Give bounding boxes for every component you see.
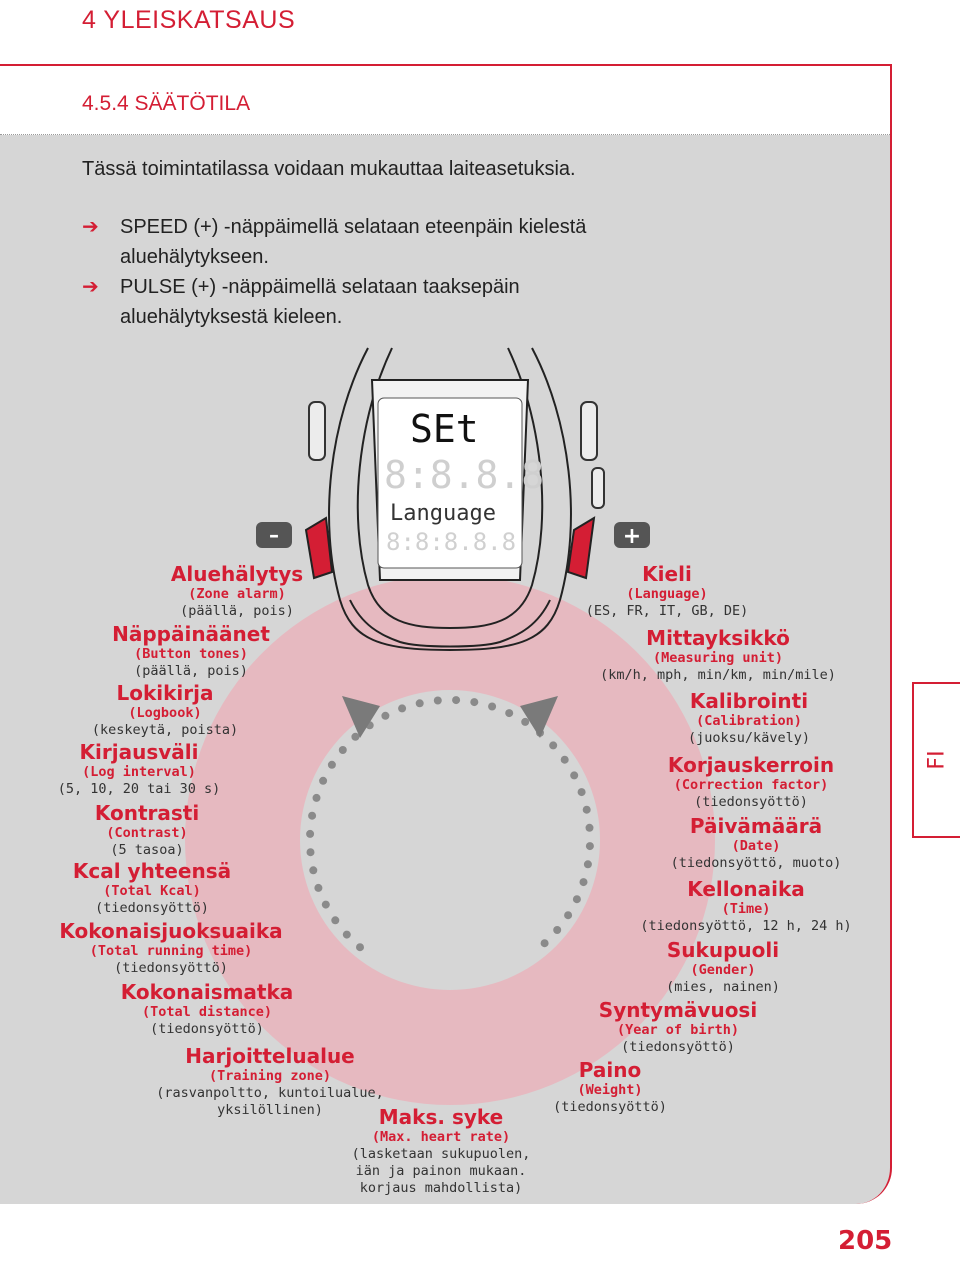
cycle-dot [541,939,549,947]
item-english: (Weight) [577,1082,643,1098]
item-options: (tiedonsyöttö) [621,1039,735,1055]
cycle-dot [452,696,460,704]
item-name: Kirjausväli [79,740,199,764]
menu-item-total-running-time [59,920,282,977]
item-english: (Language) [626,586,708,602]
item-english: (Contrast) [106,825,188,841]
cycle-dot [584,860,592,868]
item-english: (Total distance) [141,1004,273,1020]
item-name: Mittayksikkö [646,626,790,650]
page-number: 205 [838,1226,893,1256]
item-options-cont: korjaus mahdollista) [359,1180,523,1196]
cycle-dot [586,842,594,850]
menu-item-training-zone [156,1045,384,1119]
item-english: (Measuring unit) [652,650,784,666]
cycle-dot [356,943,364,951]
display-top: SEt [410,407,479,451]
cycle-dot [309,866,317,874]
language-tab-label: FI [924,750,950,770]
menu-item-gender [666,939,780,996]
item-options: (5, 10, 20 tai 30 s) [57,781,221,797]
menu-item-contrast [95,802,199,859]
item-name: Kieli [642,562,692,586]
item-options: (tiedonsyöttö) [114,960,228,976]
item-english: (Time) [721,901,771,917]
item-english: (Logbook) [128,705,202,721]
pulse-button [306,518,332,578]
display-ghost-bottom: 8:8:8.8.8 [386,528,517,556]
item-options: (5 tasoa) [110,842,184,858]
cycle-dot [331,916,339,924]
item-options: (ES, FR, IT, GB, DE) [585,603,749,619]
menu-item-log-interval [58,741,221,798]
cycle-dot [313,794,321,802]
item-english: (Max. heart rate) [371,1129,511,1145]
item-english: (Correction factor) [673,777,829,793]
side-button-upper-right [581,402,597,460]
item-options: (juoksu/kävely) [688,730,810,746]
plus-icon: + [622,524,642,549]
item-english: (Log interval) [82,764,196,780]
item-options: (tiedonsyöttö, 12 h, 24 h) [640,918,852,934]
cycle-dot [578,788,586,796]
menu-item-correction-factor [668,754,834,811]
item-options: (lasketaan sukupuolen, [351,1146,531,1162]
item-name: Päivämäärä [689,814,823,838]
item-name: Kokonaisjuoksuaika [59,919,283,943]
item-name: Paino [578,1058,642,1082]
item-english: (Training zone) [209,1068,331,1084]
side-button-upper-left [309,402,325,460]
item-name: Maks. syke [378,1105,504,1129]
cycle-dot [339,746,347,754]
menu-item-year-of-birth [599,999,757,1056]
cycle-dot [398,704,406,712]
menu-item-calibration [688,690,810,747]
item-options-cont: yksilöllinen) [217,1102,323,1118]
item-name: Kalibrointi [689,689,809,713]
item-name: Harjoittelualue [185,1044,355,1068]
item-english: (Gender) [690,962,756,978]
menu-item-total-distance [121,981,294,1038]
language-tab [912,682,960,838]
cycle-dot [570,771,578,779]
cycle-dot [549,741,557,749]
item-name: Kcal yhteensä [72,859,232,883]
cycle-dot [573,895,581,903]
menu-item-measuring-unit [600,627,836,684]
side-button-mid-right [592,468,604,508]
menu-item-time [640,878,851,935]
menu-item-language [586,563,749,620]
cycle-dot [351,733,359,741]
item-options: (rasvanpoltto, kuntoilualue, [156,1085,384,1101]
item-options: (päällä, pois) [180,603,294,619]
menu-item-button-tones [112,623,270,680]
cycle-dot [505,709,513,717]
cycle-dot [328,761,336,769]
cycle-dot [470,698,478,706]
cycle-dot [488,703,496,711]
cycle-dot [583,806,591,814]
cycle-dot [580,878,588,886]
item-options: (päällä, pois) [134,663,248,679]
chapter-heading: 4 YLEISKATSAUS [82,6,296,34]
item-english: (Zone alarm) [188,586,286,602]
cycle-dot [319,777,327,785]
cycle-dot [322,901,330,909]
item-name: Sukupuoli [666,938,780,962]
cycle-dot [314,884,322,892]
cycle-dot [564,911,572,919]
intro-text: Tässä toimintatilassa voidaan mukauttaa laiteasetuksia. [82,158,576,180]
item-english: (Calibration) [696,713,802,729]
cycle-inner [300,690,600,990]
cycle-dot [343,931,351,939]
item-english: (Total Kcal) [103,883,201,899]
display-ghost-digits: 8:8.8.8 [384,453,545,497]
cycle-dot [308,812,316,820]
cycle-dot [306,830,314,838]
item-english: (Button tones) [134,646,248,662]
cycle-dot [416,699,424,707]
item-english: (Total running time) [89,943,253,959]
cycle-dot [434,697,442,705]
minus-icon: – [269,523,279,547]
menu-item-date [671,815,842,872]
menu-item-weight [553,1059,667,1116]
cycle-dot [521,718,529,726]
item-options: (tiedonsyöttö, muoto) [670,855,842,871]
item-options: (tiedonsyöttö) [95,900,209,916]
menu-item-logbook [92,682,238,739]
menu-item-total-kcal [73,860,231,917]
item-options-cont: iän ja painon mukaan. [355,1163,527,1179]
cycle-dot [381,712,389,720]
item-english: (Year of birth) [617,1022,739,1038]
display-bottom: Language [390,501,496,526]
item-options: (tiedonsyöttö) [694,794,808,810]
bullet-text: PULSE (+) -näppäimellä selataan taaksepäin aluehälytyksestä kieleen. [120,276,520,328]
item-name: Aluehälytys [170,562,304,586]
item-options: (tiedonsyöttö) [150,1021,264,1037]
item-name: Syntymävuosi [598,998,758,1022]
cycle-dot [586,824,594,832]
menu-item-max-heart-rate [352,1106,531,1197]
item-english: (Date) [731,838,781,854]
bullet-text: SPEED (+) -näppäimellä selataan eteenpäin kielestä aluehälytykseen. [120,216,587,268]
item-name: Kontrasti [94,801,200,825]
item-name: Kellonaika [687,877,805,901]
menu-item-zone-alarm [171,563,303,620]
arrow-right-icon: ➔ [82,216,99,238]
item-options: (keskeytä, poista) [91,722,239,738]
item-name: Kokonaismatka [120,980,294,1004]
item-options: (tiedonsyöttö) [553,1099,667,1115]
cycle-dot [561,756,569,764]
item-name: Näppäinäänet [112,622,270,646]
item-options: (km/h, mph, min/km, min/mile) [600,667,836,683]
item-name: Lokikirja [116,681,214,705]
section-title: 4.5.4 SÄÄTÖTILA [82,92,251,115]
arrow-right-icon: ➔ [82,276,99,298]
cycle-dot [307,848,315,856]
item-options: (mies, nainen) [666,979,780,995]
cycle-dot [553,926,561,934]
item-name: Korjauskerroin [667,753,835,777]
